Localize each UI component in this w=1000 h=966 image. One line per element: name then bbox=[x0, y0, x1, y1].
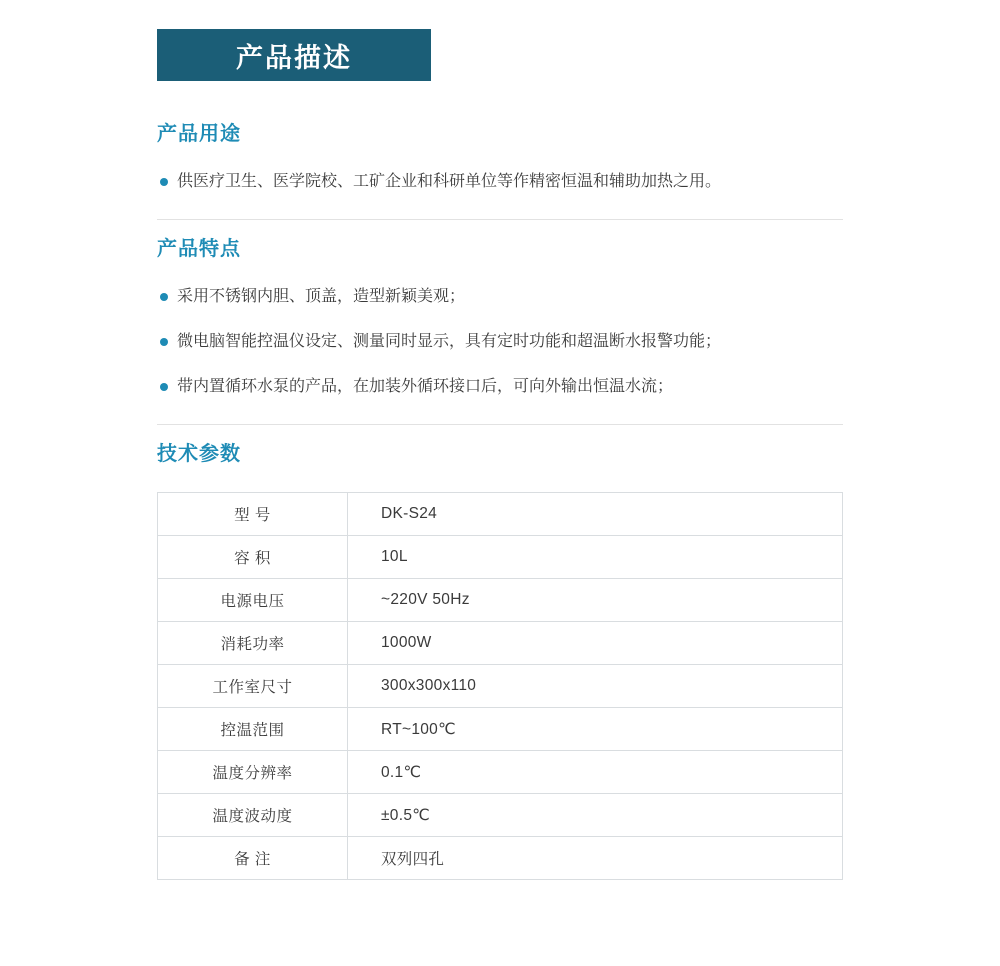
spec-label: 消耗功率 bbox=[158, 622, 348, 665]
list-item: 供医疗卫生、医学院校、工矿企业和科研单位等作精密恒温和辅助加热之用。 bbox=[157, 170, 843, 194]
spec-label: 温度分辨率 bbox=[158, 751, 348, 794]
section-title-usage: 产品用途 bbox=[157, 123, 241, 145]
table-row bbox=[158, 665, 843, 708]
table-row bbox=[158, 751, 843, 794]
table-row bbox=[158, 708, 843, 751]
spec-label: 型 号 bbox=[158, 493, 348, 536]
spec-value: 双列四孔 bbox=[348, 837, 843, 880]
table-row bbox=[158, 579, 843, 622]
section-technical-parameters bbox=[157, 425, 843, 880]
spec-label: 容 积 bbox=[158, 536, 348, 579]
spec-label: 工作室尺寸 bbox=[158, 665, 348, 708]
table-row bbox=[158, 536, 843, 579]
list-item: 微电脑智能控温仪设定、测量同时显示，具有定时功能和超温断水报警功能； bbox=[157, 330, 843, 354]
section-title-features: 产品特点 bbox=[157, 238, 241, 260]
section-product-features bbox=[157, 220, 843, 425]
spec-value: ±0.5℃ bbox=[348, 794, 843, 837]
spec-label: 备 注 bbox=[158, 837, 348, 880]
spec-value: 1000W bbox=[348, 622, 843, 665]
content-area bbox=[157, 105, 843, 880]
spec-table-wrapper bbox=[157, 492, 843, 880]
list-item: 采用不锈钢内胆、顶盖，造型新颖美观； bbox=[157, 285, 843, 309]
spec-value: RT~100℃ bbox=[348, 708, 843, 751]
spec-value: 0.1℃ bbox=[348, 751, 843, 794]
table-row bbox=[158, 837, 843, 880]
spec-value: 300x300x110 bbox=[348, 665, 843, 708]
features-list bbox=[157, 285, 843, 399]
table-row bbox=[158, 493, 843, 536]
list-item: 带内置循环水泵的产品，在加装外循环接口后，可向外输出恒温水流； bbox=[157, 375, 843, 399]
spec-table bbox=[157, 492, 843, 880]
page-title: 产品描述 bbox=[236, 42, 352, 73]
table-row bbox=[158, 622, 843, 665]
spec-label: 温度波动度 bbox=[158, 794, 348, 837]
page-banner bbox=[157, 29, 431, 81]
section-title-spec: 技术参数 bbox=[157, 443, 241, 465]
spec-value: 10L bbox=[348, 536, 843, 579]
spec-value: DK-S24 bbox=[348, 493, 843, 536]
table-row bbox=[158, 794, 843, 837]
section-product-usage bbox=[157, 105, 843, 220]
usage-list bbox=[157, 170, 843, 194]
spec-value: ~220V 50Hz bbox=[348, 579, 843, 622]
spec-label: 电源电压 bbox=[158, 579, 348, 622]
spec-label: 控温范围 bbox=[158, 708, 348, 751]
